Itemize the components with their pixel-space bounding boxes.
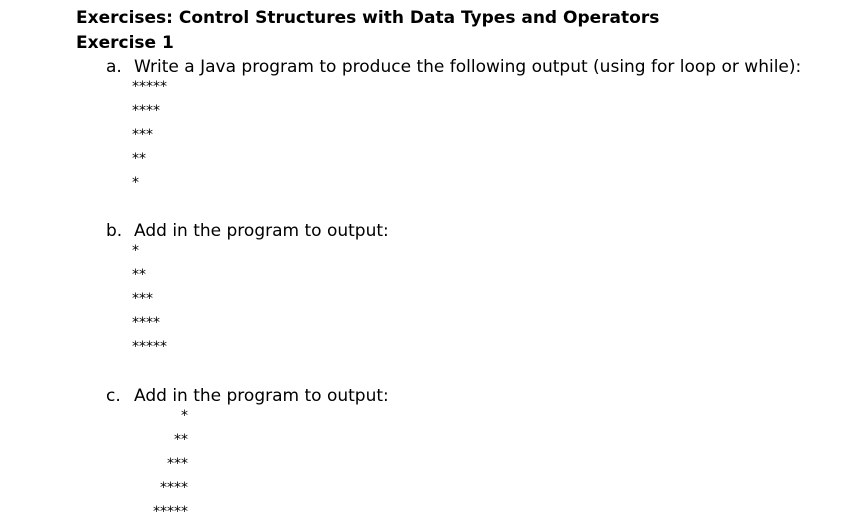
star-pattern-right-aligned — [132, 408, 188, 520]
pattern-line: ***** — [153, 504, 188, 520]
page-title: Exercises: Control Structures with Data Types and Operators — [76, 8, 660, 28]
exercise-heading: Exercise 1 — [76, 33, 174, 53]
pattern-line: *** — [132, 291, 153, 307]
pattern-line: ** — [132, 267, 146, 283]
pattern-line: ***** — [132, 339, 167, 355]
item-marker: c. — [106, 386, 121, 406]
item-instruction: Add in the program to output: — [134, 386, 389, 406]
item-marker: a. — [106, 57, 122, 77]
star-pattern-ascending — [132, 243, 167, 355]
pattern-line: ** — [132, 151, 146, 167]
item-instruction: Write a Java program to produce the following output (using for loop or while): — [134, 57, 802, 77]
pattern-line: *** — [167, 456, 188, 472]
pattern-line: * — [132, 175, 139, 191]
pattern-line: *** — [132, 127, 153, 143]
pattern-line: **** — [132, 103, 160, 119]
pattern-line: * — [181, 408, 188, 424]
pattern-line: **** — [132, 315, 160, 331]
item-instruction: Add in the program to output: — [134, 221, 389, 241]
star-pattern-descending — [132, 79, 167, 191]
pattern-line: **** — [160, 480, 188, 496]
pattern-line: ** — [174, 432, 188, 448]
item-marker: b. — [106, 221, 123, 241]
pattern-line: ***** — [132, 79, 167, 95]
pattern-line: * — [132, 243, 139, 259]
